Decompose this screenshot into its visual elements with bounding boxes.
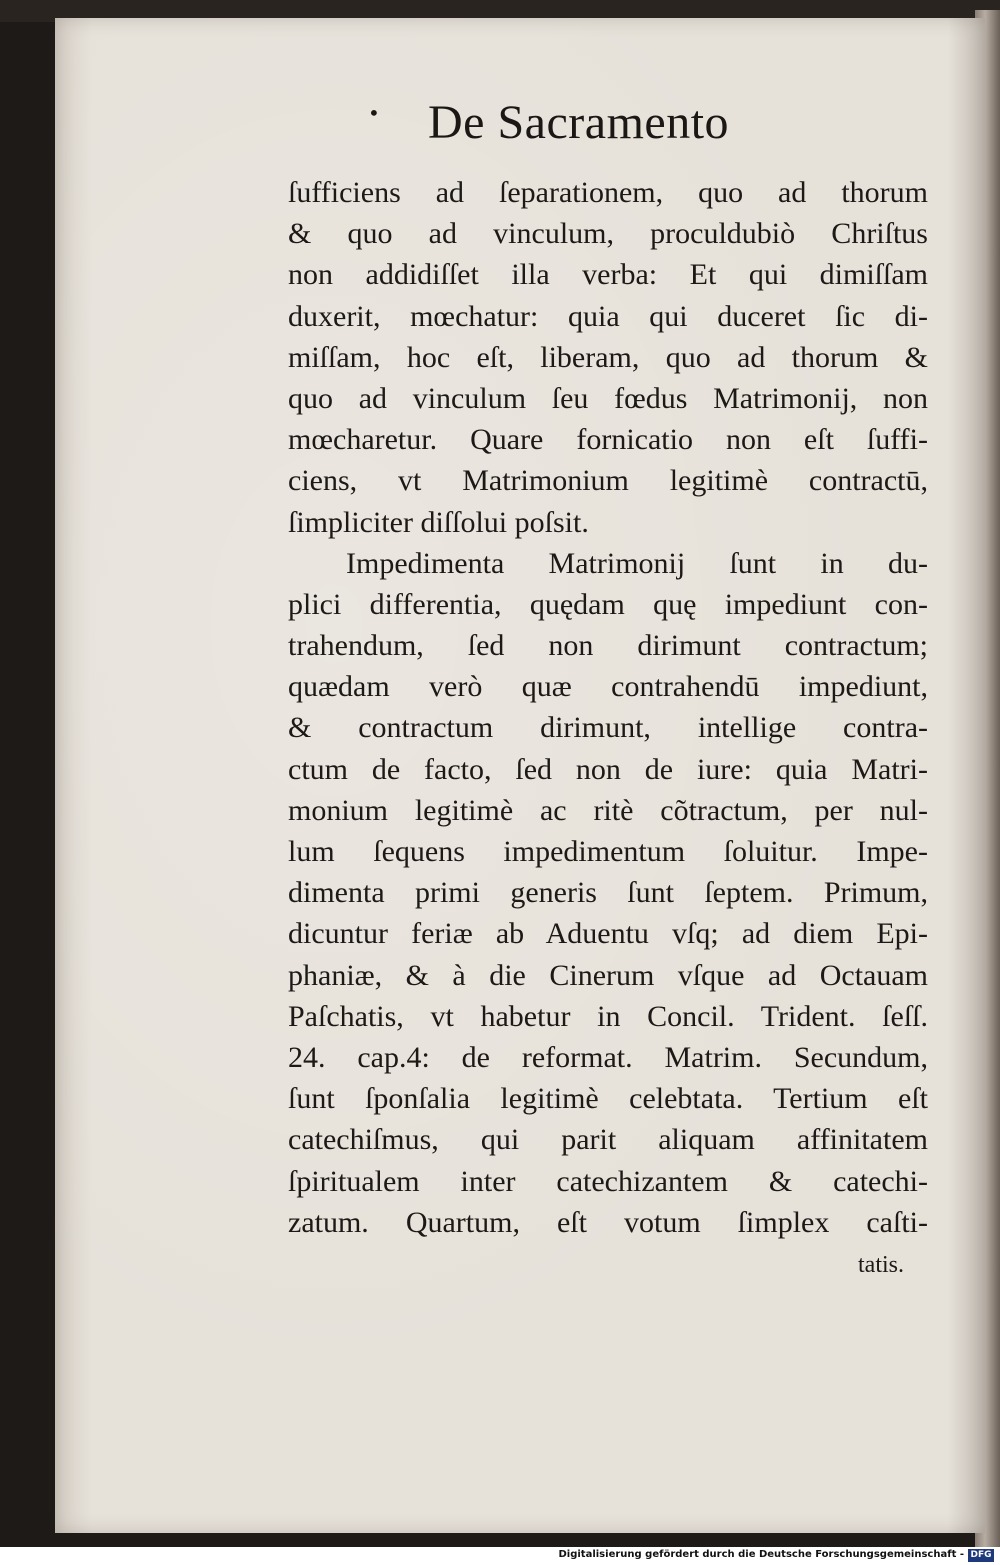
text-line: duxerit, mœchatur: quia qui duceret ſic di- — [288, 299, 928, 333]
text-line: 24. cap.4: de reformat. Matrim. Secundum, — [288, 1040, 928, 1074]
text-line: lum ſequens impedimentum ſoluitur. Impe- — [288, 835, 928, 868]
text-line: ctum de facto, ſed non de iure: quia Matri- — [288, 752, 928, 786]
text-line: non addidiſſet illa verba: Et qui dimiſſam — [288, 258, 928, 292]
text-line: mœcharetur. Quare fornicatio non eſt ſuffi- — [288, 423, 928, 457]
page-header — [360, 95, 800, 159]
running-title: De Sacramento — [428, 96, 730, 149]
text-line: trahendum, ſed non dirimunt contractum; — [288, 629, 928, 663]
text-line: ſpiritualem inter catechizantem & catechi- — [288, 1164, 928, 1198]
funding-credit: Digitalisierung gefördert durch die Deutsche Forschungsgemeinschaft - — [558, 1549, 964, 1560]
text-line: ſunt ſponſalia legitimè celebtata. Tertium eſt — [288, 1082, 928, 1116]
text-line: ſufficiens ad ſeparationem, quo ad thorum — [288, 176, 928, 209]
text-line: phaniæ, & à die Cinerum vſque ad Octauam — [288, 958, 928, 992]
text-line: quædam verò quæ contrahendū impediunt, — [288, 670, 928, 704]
funding-footer — [0, 1547, 1000, 1565]
text-line: dicuntur feriæ ab Aduentu vſq; ad diem Epi- — [288, 917, 928, 951]
text-line: Paſchatis, vt habetur in Concil. Trident. ſeſſ. — [288, 999, 928, 1033]
body-text — [288, 172, 928, 1243]
text-line: monium legitimè ac ritè cõtractum, per nul- — [288, 793, 928, 827]
text-line: ſimpliciter diſſolui poſsit. — [288, 505, 589, 539]
text-line: quo ad vinculum ſeu fœdus Matrimonij, non — [288, 381, 928, 415]
catchword: tatis. — [858, 1252, 904, 1278]
text-line: ciens, vt Matrimonium legitimè contractū, — [288, 464, 928, 498]
text-line: & contractum dirimunt, intellige contra- — [288, 711, 928, 745]
text-line: Impedimenta Matrimonij ſunt in du- — [346, 546, 928, 580]
text-line: & quo ad vinculum, proculdubiò Chriſtus — [288, 217, 928, 251]
text-line: catechiſmus, qui parit aliquam affinitatem — [288, 1123, 928, 1157]
text-line: miſſam, hoc eſt, liberam, quo ad thorum & — [288, 340, 928, 374]
text-line: dimenta primi generis ſunt ſeptem. Primum, — [288, 876, 928, 910]
text-line: zatum. Quartum, eſt votum ſimplex caſti- — [288, 1205, 928, 1239]
text-line: plici differentia, quędam quę impediunt con- — [288, 587, 928, 621]
ornament-mark: • — [368, 101, 380, 125]
dfg-logo: DFG — [968, 1549, 994, 1562]
